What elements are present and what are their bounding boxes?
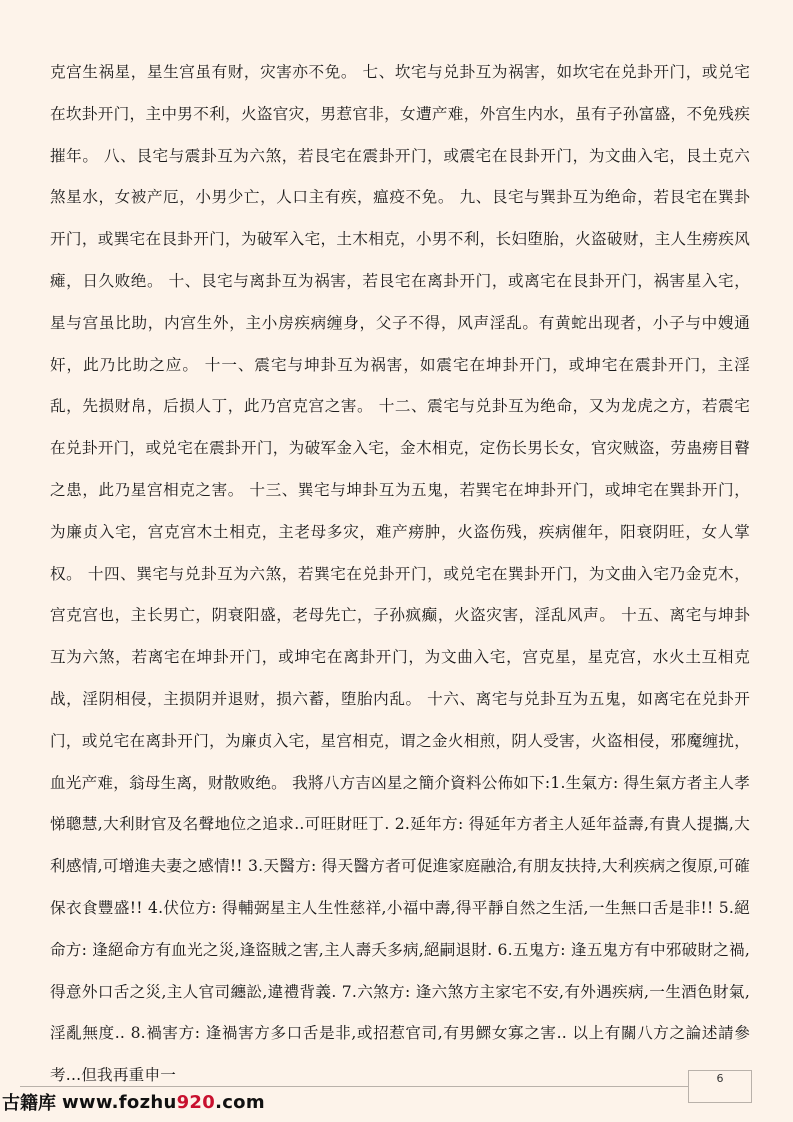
site-watermark	[2, 1088, 265, 1116]
page-number-frame	[688, 1086, 752, 1103]
watermark-url-number: 920	[176, 1091, 216, 1113]
watermark-url-prefix: www.fozhu	[62, 1091, 177, 1113]
watermark-url	[62, 1092, 265, 1113]
footer-divider	[20, 1086, 688, 1087]
watermark-name: 古籍库	[2, 1093, 56, 1114]
body-paragraph: 克宫生祸星，星生宫虽有财，灾害亦不免。 七、坎宅与兑卦互为祸害，如坎宅在兑卦开门，或兑宅在坎卦开门，主中男不利，火盗官灾，男惹官非，女遭产难，外宫生内水，虽有子孙富盛，不免残疾摧年。 八、艮宅与震卦互为六煞，若艮宅在震卦开门，或震宅在艮卦开门，为文曲入宅，艮土克六煞星水，女被产厄，小男少亡，人口主有疾，瘟疫不免。 九、艮宅与巽卦互为绝命，若艮宅在巽卦开门，或巽宅在艮卦开门，为破军入宅，土木相克，小男不利，长妇堕胎，火盗破财，主人生痨疾风瘫，日久败绝。 十、艮宅与离卦互为祸害，若艮宅在离卦开门，或离宅在艮卦开门，祸害星入宅，星与宫虽比助，内宫生外，主小房疾病缠身，父子不得，风声淫乱。有黄蛇出现者，小子与中嫂通奸，此乃比助之应。 十一、震宅与坤卦互为祸害，如震宅在坤卦开门，或坤宅在震卦开门，主淫乱，先损财帛，后损人丁，此乃宫克宫之害。 十二、震宅与兑卦互为绝命，又为龙虎之方，若震宅在兑卦开门，或兑宅在震卦开门，为破军金入宅，金木相克，定伤长男长女，官灾贼盗，劳蛊痨目瞽之患，此乃星宫相克之害。 十三、巽宅与坤卦互为五鬼，若巽宅在坤卦开门，或坤宅在巽卦开门，为廉贞入宅，宫克宫木土相克，主老母多灾，难产痨肿，火盗伤残，疾病催年，阳衰阴旺，女人掌权。 十四、巽宅与兑卦互为六煞，若巽宅在兑卦开门，或兑宅在巽卦开门，为文曲入宅乃金克木，宫克宫也，主长男亡，阴衰阳盛，老母先亡，子孙疯癫，火盗灾害，淫乱风声。 十五、离宅与坤卦互为六煞，若离宅在坤卦开门，或坤宅在离卦开门，为文曲入宅，宫克星，星克宫，水火土互相克战，淫阴相侵，主损阴并退财，损六蓄，堕胎内乱。 十六、离宅与兑卦互为五鬼，如离宅在兑卦开门，或兑宅在离卦开门，为廉贞入宅，星宫相克，谓之金火相煎，阴人受害，火盗相侵，邪魔缠扰，血光产难，翁母生离，财散败绝。 我將八方吉凶星之簡介資料公佈如下:1.生氣方: 得生氣方者主人孝悌聰慧,大利財官及名聲地位之追求..可旺財旺丁. 2.延年方: 得延年方者主人延年益壽,有貴人提攜,大利感情,可增進夫妻之感情!! 3.天醫方: 得天醫方者可促進家庭融洽,有朋友扶持,大利疾病之復原,可確保衣食豐盛!! 4.伏位方: 得輔弼星主人生性慈祥,小福中壽,得平靜自然之生活,一生無口舌是非!! 5.絕命方: 逢絕命方有血光之災,逢盜賊之害,主人壽夭多病,絕嗣退財. 6.五鬼方: 逢五鬼方有中邪破財之禍,得意外口舌之災,主人官司纏訟,違禮背義. 7.六煞方: 逢六煞方主家宅不安,有外遇疾病,一生酒色財氣,淫亂無度.. 8.禍害方: 逢禍害方多口舌是非,或招惹官司,有男鰥女寡之害.. 以上有關八方之論述請參考...但我再重申一	[50, 63, 750, 1085]
watermark-url-suffix: .com	[215, 1091, 265, 1113]
page-number: 6	[688, 1070, 752, 1087]
